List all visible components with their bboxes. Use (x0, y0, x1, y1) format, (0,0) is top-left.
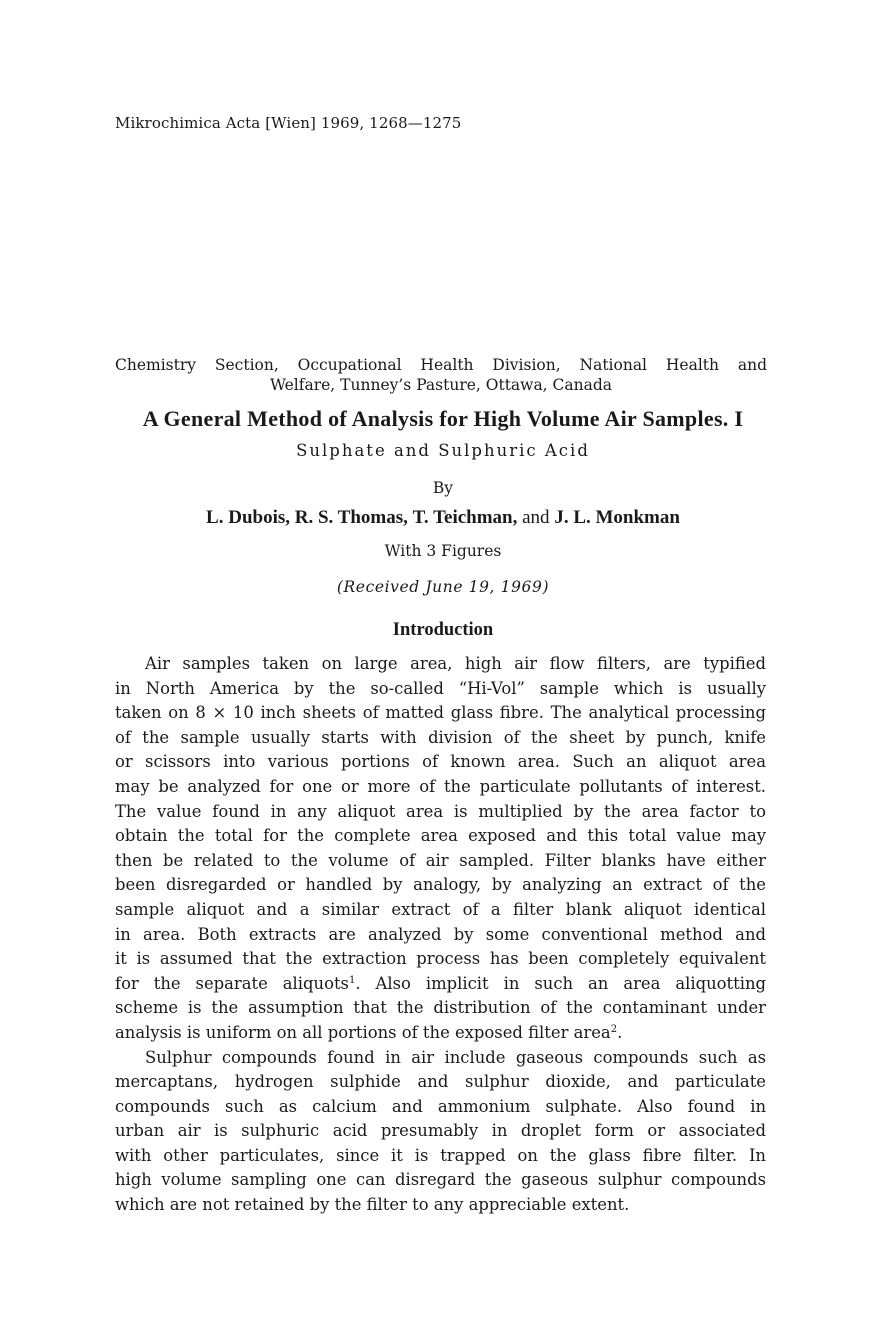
paragraph (115, 652, 766, 1046)
text-segment: for the separate aliquots (115, 973, 349, 993)
text-line: which are not retained by the filter to any appreciable extent. (115, 1195, 630, 1215)
author-name: R. S. Thomas, (294, 507, 408, 528)
received-date: (Received June 19, 1969) (336, 578, 550, 596)
author-name: T. Teichman, (412, 507, 518, 528)
journal-citation: Mikrochimica Acta [Wien] 1969, 1268—1275 (115, 114, 462, 132)
paper-title: A General Method of Analysis for High Volume Air Samples. I (142, 406, 744, 431)
text-line: taken on 8 × 10 inch sheets of matted glass fibre. The analytical processing (115, 703, 766, 723)
text-segment: . Also implicit in such an area aliquotting (355, 973, 767, 993)
body-text (115, 652, 766, 1218)
text-line (115, 1021, 766, 1046)
author-name: L. Dubois, (206, 507, 290, 528)
text-line: urban air is sulphuric acid presumably in droplet form or associated (115, 1121, 766, 1141)
text-line: high volume sampling one can disregard the gaseous sulphur compounds (115, 1170, 766, 1190)
text-line: or scissors into various portions of known area. Such an aliquot area (115, 752, 766, 772)
text-line: been disregarded or handled by analogy, by analyzing an extract of the (115, 875, 766, 895)
affiliation-line: Welfare, Tunney’s Pasture, Ottawa, Canada (269, 376, 613, 394)
text-line: of the sample usually starts with division of the sheet by punch, knife (115, 727, 766, 747)
text-line (115, 972, 766, 997)
text-line: compounds such as calcium and ammonium sulphate. Also found in (115, 1096, 766, 1116)
reference-marker: 2 (610, 1023, 618, 1035)
author-conjunction: and (522, 507, 550, 528)
paper-subtitle: Sulphate and Sulphuric Acid (296, 441, 590, 460)
text-segment: . (617, 1022, 623, 1042)
by-line: By (432, 479, 454, 497)
text-line: obtain the total for the complete area exposed and this total value may (115, 826, 766, 846)
reference-marker: 1 (348, 974, 356, 986)
text-line: then be related to the volume of air sampled. Filter blanks have either (115, 850, 766, 870)
text-line: may be analyzed for one or more of the particulate pollutants of interest. (115, 776, 766, 796)
author-name: J. L. Monkman (554, 507, 680, 528)
text-segment: analysis is uniform on all portions of the exposed filter area (115, 1022, 611, 1042)
paragraph (115, 1046, 766, 1218)
text-line: in North America by the so-called “Hi-Vol” sample which is usually (115, 678, 766, 698)
text-line: it is assumed that the extraction process has been completely equivalent (115, 949, 766, 969)
text-line: sample aliquot and a similar extract of a filter blank aliquot identical (115, 899, 766, 919)
text-line: scheme is the assumption that the distribution of the contaminant under (115, 998, 766, 1018)
figures-note: With 3 Figures (384, 542, 502, 560)
text-line: The value found in any aliquot area is multiplied by the area factor to (115, 801, 766, 821)
text-line: Sulphur compounds found in air include gaseous compounds such as (145, 1047, 766, 1067)
affiliation-line: Chemistry Section, Occupational Health Division, National Health and (115, 356, 767, 374)
text-line: in area. Both extracts are analyzed by some conventional method and (115, 924, 766, 944)
affiliation (115, 355, 767, 395)
text-line: Air samples taken on large area, high air flow filters, are typified (145, 654, 766, 673)
text-line: mercaptans, hydrogen sulphide and sulphur dioxide, and particulate (115, 1072, 766, 1092)
author-list (0, 507, 886, 529)
section-heading: Introduction (392, 620, 494, 640)
text-line: with other particulates, since it is trapped on the glass fibre filter. In (115, 1145, 766, 1165)
